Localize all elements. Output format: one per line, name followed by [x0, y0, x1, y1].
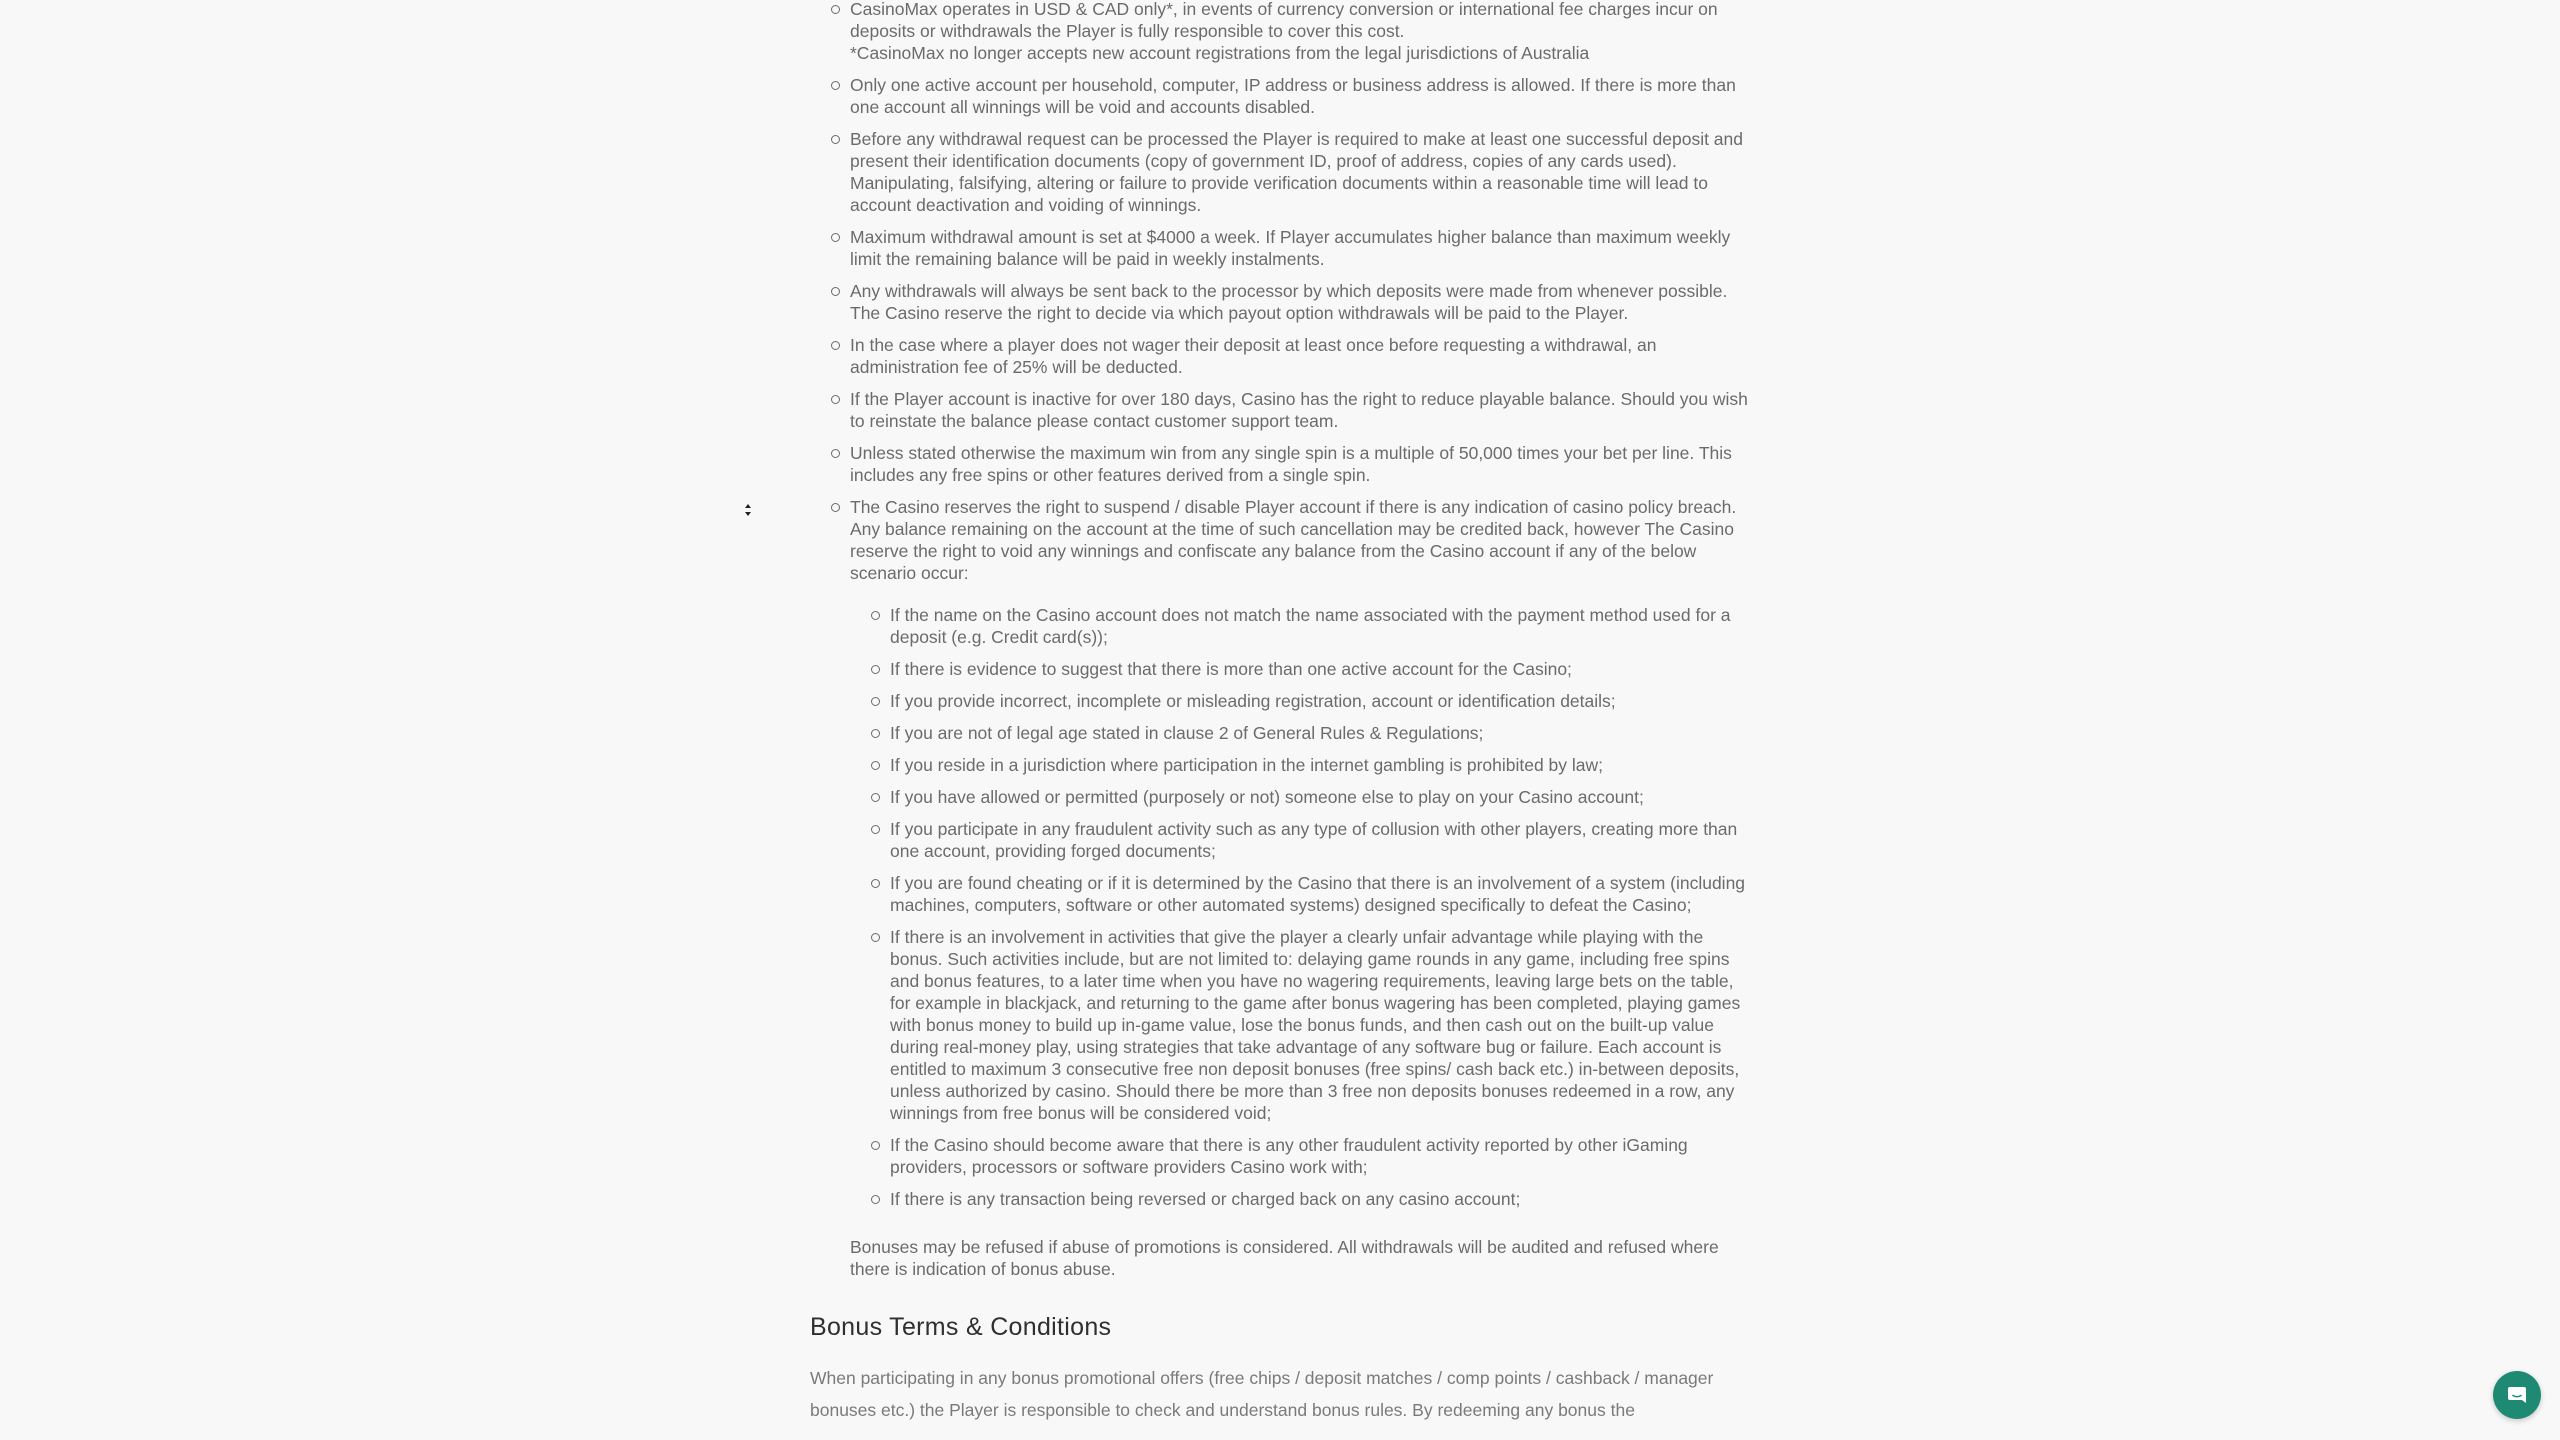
- scenario-item: If you have allowed or permitted (purposely or not) someone else to play on your Casino account;: [890, 786, 1754, 808]
- scenario-list: [850, 604, 1754, 1210]
- list-item: [850, 334, 1754, 378]
- rule-text: Before any withdrawal request can be processed the Player is required to make at least one successful deposit and present their identification documents (copy of government ID, proof of address, copies of any cards used). Manipulating, falsifying, altering or failure to provide verification documents within a reasonable time will lead to account deactivation and voiding of winnings.: [850, 129, 1744, 215]
- terms-content: [810, 0, 1754, 1426]
- chat-button[interactable]: [2493, 1371, 2541, 1419]
- rule-text: In the case where a player does not wager their deposit at least once before requesting a withdrawal, an administration fee of 25% will be deducted.: [850, 335, 1657, 377]
- list-item: [850, 496, 1754, 1210]
- scenario-item: If you provide incorrect, incomplete or misleading registration, account or identification details;: [890, 690, 1754, 712]
- scenario-item: If there is any transaction being reversed or charged back on any casino account;: [890, 1188, 1754, 1210]
- bonus-terms-paragraph: When participating in any bonus promotional offers (free chips / deposit matches / comp points / cashback / manager bonuses etc.) the Player is responsible to check and understand bonus rules. By redeeming any bonus the: [810, 1368, 1714, 1420]
- scenario-item: If the name on the Casino account does not match the name associated with the payment method used for a deposit (e.g. Credit card(s));: [890, 604, 1754, 648]
- scenario-item: If you participate in any fraudulent activity such as any type of collusion with other players, creating more than one account, providing forged documents;: [890, 818, 1754, 862]
- rule-text: CasinoMax operates in USD & CAD only*, in events of currency conversion or international fee charges incur on deposits or withdrawals the Player is fully responsible to cover this cost.: [850, 0, 1718, 41]
- list-item: [850, 442, 1754, 486]
- chat-icon: [2505, 1383, 2529, 1407]
- list-item: [850, 74, 1754, 118]
- scenario-item: If the Casino should become aware that there is any other fraudulent activity reported by other iGaming providers, processors or software providers Casino work with;: [890, 1134, 1754, 1178]
- bonus-abuse-paragraph: Bonuses may be refused if abuse of promotions is considered. All withdrawals will be audited and refused where there is indication of bonus abuse.: [850, 1237, 1719, 1279]
- list-item: [850, 0, 1754, 64]
- list-item: [850, 388, 1754, 432]
- scenario-item: If you are found cheating or if it is determined by the Casino that there is an involvement of a system (including machines, computers, software or other automated systems) designed specifically to defeat the Casino;: [890, 872, 1754, 916]
- resize-vertical-icon: [742, 502, 754, 518]
- list-item: [850, 128, 1754, 216]
- rules-list: [810, 0, 1754, 1210]
- section-heading: Bonus Terms & Conditions: [810, 1313, 1112, 1341]
- rule-note: *CasinoMax no longer accepts new account registrations from the legal jurisdictions of Australia: [850, 43, 1590, 63]
- rule-text: Any withdrawals will always be sent back to the processor by which deposits were made from whenever possible. The Casino reserve the right to decide via which payout option withdrawals will be paid to the Player.: [850, 281, 1728, 323]
- rule-text: The Casino reserves the right to suspend / disable Player account if there is any indication of casino policy breach. Any balance remaining on the account at the time of such cancellation may be credited back, however The Casino reserve the right to void any winnings and confiscate any balance from the Casino account if any of the below scenario occur:: [850, 497, 1737, 583]
- scenario-item: If you reside in a jurisdiction where participation in the internet gambling is prohibited by law;: [890, 754, 1754, 776]
- scenario-item: If you are not of legal age stated in clause 2 of General Rules & Regulations;: [890, 722, 1754, 744]
- scenario-item: If there is evidence to suggest that there is more than one active account for the Casino;: [890, 658, 1754, 680]
- scenario-item: If there is an involvement in activities that give the player a clearly unfair advantage while playing with the bonus. Such activities include, but are not limited to: delaying game rounds in any game, including free spins and bonus features, to a later time when you have no wagering requirements, leaving large bets on the table, for example in blackjack, and returning to the game after bonus wagering has been completed, playing games with bonus money to build up in-game value, lose the bonus funds, and then cash out on the built-up value during real-money play, using strategies that take advantage of any software bug or failure. Each account is entitled to maximum 3 consecutive free non deposit bonuses (free spins/ cash back etc.) in-between deposits, unless authorized by casino. Should there be more than 3 free non deposits bonuses redeemed in a row, any winnings from free bonus will be considered void;: [890, 926, 1754, 1124]
- rule-text: Maximum withdrawal amount is set at $4000 a week. If Player accumulates higher balance than maximum weekly limit the remaining balance will be paid in weekly instalments.: [850, 227, 1731, 269]
- rule-text: Unless stated otherwise the maximum win from any single spin is a multiple of 50,000 times your bet per line. This includes any free spins or other features derived from a single spin.: [850, 443, 1732, 485]
- rule-text: Only one active account per household, computer, IP address or business address is allowed. If there is more than one account all winnings will be void and accounts disabled.: [850, 75, 1736, 117]
- list-item: [850, 280, 1754, 324]
- rule-text: If the Player account is inactive for over 180 days, Casino has the right to reduce playable balance. Should you wish to reinstate the balance please contact customer support team.: [850, 389, 1748, 431]
- list-item: [850, 226, 1754, 270]
